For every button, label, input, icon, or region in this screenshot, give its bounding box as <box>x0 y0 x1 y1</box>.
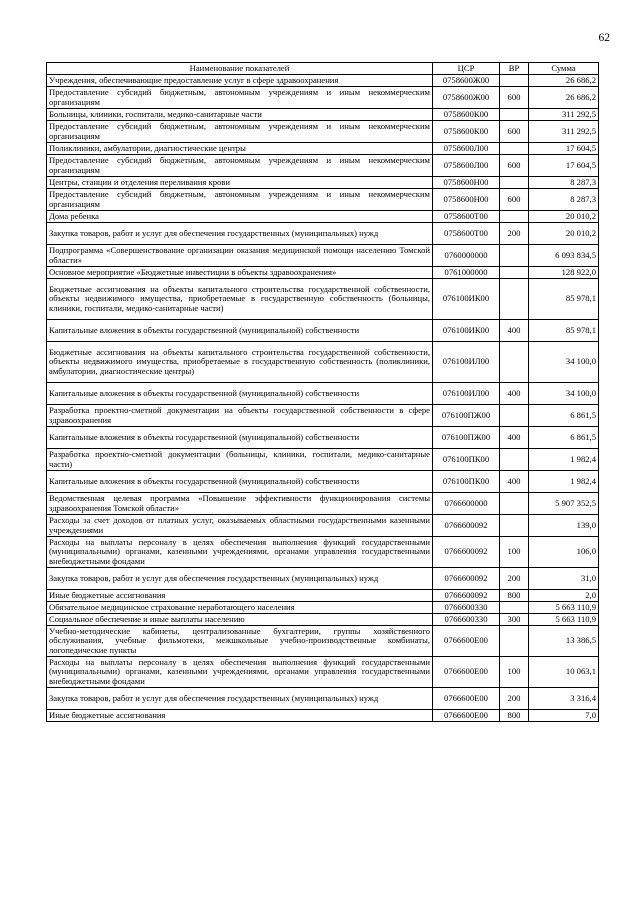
row-vr: 400 <box>500 471 529 493</box>
table-row <box>47 223 599 245</box>
table-row <box>47 143 599 155</box>
row-csr: 076100ПК00 <box>433 471 500 493</box>
header-vr: ВР <box>500 63 529 75</box>
row-csr: 0766600092 <box>433 537 500 568</box>
budget-table <box>46 62 599 722</box>
row-vr: 400 <box>500 383 529 405</box>
table-row <box>47 245 599 267</box>
row-csr: 0766600092 <box>433 568 500 590</box>
row-name: Капитальные вложения в объекты государственной (муниципальной) собственности <box>47 383 433 405</box>
row-vr: 400 <box>500 427 529 449</box>
row-sum: 8 287,3 <box>529 189 599 211</box>
row-name: Основное мероприятие «Бюджетные инвестиции в объекты здравоохранения» <box>47 267 433 279</box>
row-sum: 8 287,3 <box>529 177 599 189</box>
row-sum: 17 604,5 <box>529 143 599 155</box>
row-csr: 0758600Ж00 <box>433 87 500 109</box>
row-name: Закупка товаров, работ и услуг для обеспечения государственных (муниципальных) нужд <box>47 688 433 710</box>
row-sum: 85 978,1 <box>529 320 599 342</box>
table-row <box>47 342 599 383</box>
table-row <box>47 602 599 614</box>
row-name: Бюджетные ассигнования на объекты капитального строительства государственной собственности, объекты недвижимого имущества, приобретаемые в государственную собственность (поликлиники, амбулатории, диагностические центры) <box>47 342 433 383</box>
row-csr: 076100ИЛ00 <box>433 342 500 383</box>
row-vr <box>500 245 529 267</box>
row-name: Закупка товаров, работ и услуг для обеспечения государственных (муниципальных) нужд <box>47 568 433 590</box>
row-name: Расходы за счет доходов от платных услуг, оказываемых областными государственными казенными учреждениями <box>47 515 433 537</box>
row-vr: 600 <box>500 87 529 109</box>
table-row <box>47 537 599 568</box>
table-body <box>47 75 599 722</box>
header-name: Наименование показателей <box>47 63 433 75</box>
header-csr: ЦСР <box>433 63 500 75</box>
table-row <box>47 688 599 710</box>
row-sum: 6 093 834,5 <box>529 245 599 267</box>
row-csr: 0766600Е00 <box>433 688 500 710</box>
table-row <box>47 155 599 177</box>
row-sum: 34 100,0 <box>529 342 599 383</box>
row-csr: 0758600Н00 <box>433 189 500 211</box>
row-sum: 20 010,2 <box>529 211 599 223</box>
row-name: Закупка товаров, работ и услуг для обеспечения государственных (муниципальных) нужд <box>47 223 433 245</box>
row-sum: 5 663 110,9 <box>529 602 599 614</box>
row-sum: 13 386,5 <box>529 626 599 657</box>
row-sum: 5 907 352,5 <box>529 493 599 515</box>
table-row <box>47 626 599 657</box>
row-csr: 0766600Е00 <box>433 710 500 722</box>
row-vr <box>500 109 529 121</box>
table-row <box>47 189 599 211</box>
table-row <box>47 471 599 493</box>
row-name: Разработка проектно-сметной документации (больницы, клиники, госпитали, медико-санитарные части) <box>47 449 433 471</box>
table-row <box>47 75 599 87</box>
table-row <box>47 121 599 143</box>
table-row <box>47 211 599 223</box>
row-vr: 200 <box>500 688 529 710</box>
row-name: Поликлиники, амбулатории, диагностические центры <box>47 143 433 155</box>
row-csr: 0758600Т00 <box>433 223 500 245</box>
table-row <box>47 710 599 722</box>
row-vr: 600 <box>500 189 529 211</box>
row-name: Капитальные вложения в объекты государственной (муниципальной) собственности <box>47 471 433 493</box>
row-name: Бюджетные ассигнования на объекты капитального строительства государственной собственности, объекты недвижимого имущества, приобретаемые в государственную собственность (больницы, клиники, госпитали, медико-санитарные части) <box>47 279 433 320</box>
table-row <box>47 267 599 279</box>
row-sum: 1 982,4 <box>529 449 599 471</box>
row-csr: 076100ПЖ00 <box>433 427 500 449</box>
table-row <box>47 427 599 449</box>
row-vr: 200 <box>500 568 529 590</box>
row-vr <box>500 449 529 471</box>
row-vr: 100 <box>500 657 529 688</box>
row-csr: 0766600Е00 <box>433 626 500 657</box>
row-sum: 311 292,5 <box>529 121 599 143</box>
row-name: Социальное обеспечение и иные выплаты населению <box>47 614 433 626</box>
table-row <box>47 109 599 121</box>
header-sum: Сумма <box>529 63 599 75</box>
row-sum: 7,0 <box>529 710 599 722</box>
row-name: Учебно-методические кабинеты, централизованные бухгалтерии, группы хозяйственного обслуживания, учебные фильмотеки, межшкольные учебно-производственные комбинаты, логопедические пункты <box>47 626 433 657</box>
row-sum: 26 686,2 <box>529 87 599 109</box>
row-vr <box>500 143 529 155</box>
row-vr: 400 <box>500 320 529 342</box>
row-csr: 0766600000 <box>433 493 500 515</box>
row-name: Предоставление субсидий бюджетным, автономным учреждениям и иным некоммерческим организациям <box>47 121 433 143</box>
table-row <box>47 614 599 626</box>
table-row <box>47 590 599 602</box>
row-csr: 0766600092 <box>433 515 500 537</box>
row-vr: 800 <box>500 590 529 602</box>
table-row <box>47 177 599 189</box>
table-row <box>47 515 599 537</box>
row-vr: 600 <box>500 155 529 177</box>
row-sum: 5 663 110,9 <box>529 614 599 626</box>
row-name: Капитальные вложения в объекты государственной (муниципальной) собственности <box>47 320 433 342</box>
row-name: Подпрограмма «Совершенствование организации оказания медицинской помощи населению Томской области» <box>47 245 433 267</box>
row-vr: 100 <box>500 537 529 568</box>
row-csr: 0761000000 <box>433 267 500 279</box>
row-name: Ведомственная целевая программа «Повышение эффективности функционирования системы здравоохранения Томской области» <box>47 493 433 515</box>
row-csr: 0758600Л00 <box>433 143 500 155</box>
row-vr: 600 <box>500 121 529 143</box>
row-name: Капитальные вложения в объекты государственной (муниципальной) собственности <box>47 427 433 449</box>
row-name: Больницы, клиники, госпитали, медико-санитарные части <box>47 109 433 121</box>
table-row <box>47 87 599 109</box>
row-vr <box>500 211 529 223</box>
row-csr: 0766600330 <box>433 602 500 614</box>
row-vr <box>500 515 529 537</box>
row-sum: 3 316,4 <box>529 688 599 710</box>
row-name: Центры, станции и отделения переливания крови <box>47 177 433 189</box>
table-header-row <box>47 63 599 75</box>
row-name: Дома ребенка <box>47 211 433 223</box>
row-csr: 0758600Т00 <box>433 211 500 223</box>
row-sum: 1 982,4 <box>529 471 599 493</box>
page-number: 62 <box>598 32 610 44</box>
table-row <box>47 493 599 515</box>
row-vr <box>500 177 529 189</box>
row-csr: 076100ПК00 <box>433 449 500 471</box>
row-vr <box>500 602 529 614</box>
table-row <box>47 279 599 320</box>
row-vr: 800 <box>500 710 529 722</box>
row-sum: 85 978,1 <box>529 279 599 320</box>
row-vr <box>500 342 529 383</box>
row-sum: 6 861,5 <box>529 405 599 427</box>
row-vr <box>500 493 529 515</box>
table-row <box>47 657 599 688</box>
row-vr <box>500 405 529 427</box>
row-name: Обязательное медицинское страхование неработающего населения <box>47 602 433 614</box>
row-sum: 17 604,5 <box>529 155 599 177</box>
row-name: Расходы на выплаты персоналу в целях обеспечения выполнения функций государственными (муниципальными) органами, казенными учреждениями, органами управления государственными внебюджетными фондами <box>47 657 433 688</box>
row-name: Иные бюджетные ассигнования <box>47 590 433 602</box>
row-vr <box>500 75 529 87</box>
row-vr: 200 <box>500 223 529 245</box>
row-vr: 300 <box>500 614 529 626</box>
row-sum: 128 922,0 <box>529 267 599 279</box>
table-row <box>47 568 599 590</box>
row-name: Расходы на выплаты персоналу в целях обеспечения выполнения функций государственными (муниципальными) органами, казенными учреждениями, органами управления государственными внебюджетными фондами <box>47 537 433 568</box>
row-sum: 20 010,2 <box>529 223 599 245</box>
row-csr: 0760000000 <box>433 245 500 267</box>
row-csr: 0766600092 <box>433 590 500 602</box>
row-sum: 6 861,5 <box>529 427 599 449</box>
table-row <box>47 320 599 342</box>
row-name: Предоставление субсидий бюджетным, автономным учреждениям и иным некоммерческим организациям <box>47 87 433 109</box>
table-row <box>47 449 599 471</box>
row-csr: 0758600Н00 <box>433 177 500 189</box>
row-name: Учреждения, обеспечивающие предоставление услуг в сфере здравоохранения <box>47 75 433 87</box>
row-csr: 0758600К00 <box>433 109 500 121</box>
row-sum: 106,0 <box>529 537 599 568</box>
row-sum: 31,0 <box>529 568 599 590</box>
row-name: Предоставление субсидий бюджетным, автономным учреждениям и иным некоммерческим организациям <box>47 189 433 211</box>
row-name: Предоставление субсидий бюджетным, автономным учреждениям и иным некоммерческим организациям <box>47 155 433 177</box>
row-vr <box>500 267 529 279</box>
row-csr: 076100ИК00 <box>433 320 500 342</box>
row-csr: 0766600330 <box>433 614 500 626</box>
row-name: Иные бюджетные ассигнования <box>47 710 433 722</box>
row-csr: 0766600Е00 <box>433 657 500 688</box>
row-sum: 26 686,2 <box>529 75 599 87</box>
row-csr: 0758600Л00 <box>433 155 500 177</box>
table-row <box>47 405 599 427</box>
row-sum: 139,0 <box>529 515 599 537</box>
row-csr: 0758600Ж00 <box>433 75 500 87</box>
table-row <box>47 383 599 405</box>
row-sum: 34 100,0 <box>529 383 599 405</box>
row-csr: 076100ПЖ00 <box>433 405 500 427</box>
row-name: Разработка проектно-сметной документации на объекты государственной собственности в сфере здравоохранения <box>47 405 433 427</box>
row-csr: 076100ИЛ00 <box>433 383 500 405</box>
row-vr <box>500 626 529 657</box>
row-sum: 2,0 <box>529 590 599 602</box>
row-csr: 076100ИК00 <box>433 279 500 320</box>
row-csr: 0758600К00 <box>433 121 500 143</box>
row-sum: 10 063,1 <box>529 657 599 688</box>
row-sum: 311 292,5 <box>529 109 599 121</box>
row-vr <box>500 279 529 320</box>
